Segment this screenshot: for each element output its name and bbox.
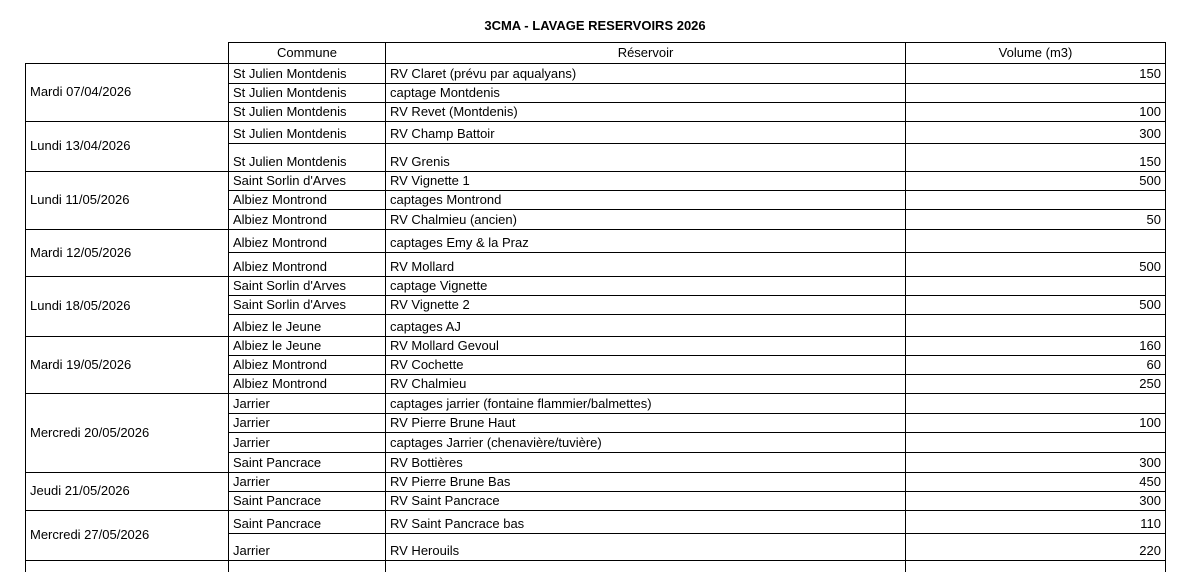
table-row <box>26 122 1166 144</box>
header-volume: Volume (m3) <box>906 43 1166 64</box>
header-blank-cell <box>26 43 229 64</box>
table-row <box>26 230 1166 253</box>
reservoir-cell[interactable]: RV Saint Pancrace bas <box>386 511 906 534</box>
volume-cell[interactable]: 500 <box>906 172 1166 191</box>
volume-cell[interactable]: 60 <box>906 356 1166 375</box>
commune-cell[interactable]: Jarrier <box>229 433 386 453</box>
table-row <box>26 277 1166 296</box>
reservoir-cell[interactable]: RV Vignette 2 <box>386 296 906 315</box>
header-row <box>26 43 1166 64</box>
commune-cell[interactable]: St Julien Montdenis <box>229 144 386 172</box>
reservoir-cell[interactable]: RV Vignette 1 <box>386 172 906 191</box>
commune-cell[interactable]: Jarrier <box>229 534 386 561</box>
commune-cell[interactable]: Albiez Montrond <box>229 356 386 375</box>
commune-cell[interactable]: Saint Sorlin d'Arves <box>229 277 386 296</box>
volume-cell[interactable]: 50 <box>906 210 1166 230</box>
commune-cell[interactable]: Saint Pancrace <box>229 453 386 473</box>
table-row <box>26 172 1166 191</box>
table-row <box>26 473 1166 492</box>
date-cell[interactable]: Mardi 19/05/2026 <box>26 337 229 394</box>
lavage-table <box>25 42 1166 572</box>
table-body <box>26 64 1166 572</box>
commune-cell[interactable]: Saint Pancrace <box>229 511 386 534</box>
volume-cell[interactable] <box>906 394 1166 414</box>
reservoir-cell[interactable]: RV Mollard Gevoul <box>386 337 906 356</box>
volume-cell[interactable] <box>906 433 1166 453</box>
volume-cell[interactable]: 250 <box>906 375 1166 394</box>
page-title: 3CMA - LAVAGE RESERVOIRS 2026 <box>484 18 706 33</box>
volume-cell[interactable] <box>906 191 1166 210</box>
volume-cell[interactable]: 300 <box>906 492 1166 511</box>
volume-cell[interactable] <box>906 230 1166 253</box>
commune-cell[interactable]: Albiez Montrond <box>229 253 386 277</box>
commune-cell[interactable]: St Julien Montdenis <box>229 64 386 84</box>
reservoir-cell[interactable]: captages Jarrier (chenavière/tuvière) <box>386 433 906 453</box>
header-commune: Commune <box>229 43 386 64</box>
commune-cell[interactable] <box>229 561 386 572</box>
reservoir-cell[interactable]: captages AJ <box>386 315 906 337</box>
volume-cell[interactable]: 300 <box>906 453 1166 473</box>
date-cell[interactable]: Lundi 13/04/2026 <box>26 122 229 172</box>
volume-cell[interactable]: 220 <box>906 534 1166 561</box>
table-row <box>26 561 1166 572</box>
volume-cell[interactable]: 150 <box>906 144 1166 172</box>
reservoir-cell[interactable] <box>386 561 906 572</box>
reservoir-cell[interactable]: RV Chalmieu <box>386 375 906 394</box>
reservoir-cell[interactable]: RV Claret (prévu par aqualyans) <box>386 64 906 84</box>
date-cell[interactable]: Mardi 07/04/2026 <box>26 64 229 122</box>
date-cell[interactable] <box>26 561 229 572</box>
volume-cell[interactable] <box>906 84 1166 103</box>
commune-cell[interactable]: Jarrier <box>229 473 386 492</box>
reservoir-cell[interactable]: captage Vignette <box>386 277 906 296</box>
date-cell[interactable]: Jeudi 21/05/2026 <box>26 473 229 511</box>
header-reservoir: Réservoir <box>386 43 906 64</box>
volume-cell[interactable]: 160 <box>906 337 1166 356</box>
volume-cell[interactable]: 100 <box>906 103 1166 122</box>
date-cell[interactable]: Mercredi 20/05/2026 <box>26 394 229 473</box>
commune-cell[interactable]: St Julien Montdenis <box>229 103 386 122</box>
date-cell[interactable]: Lundi 18/05/2026 <box>26 277 229 337</box>
commune-cell[interactable]: Saint Pancrace <box>229 492 386 511</box>
commune-cell[interactable]: Albiez Montrond <box>229 210 386 230</box>
volume-cell[interactable]: 500 <box>906 296 1166 315</box>
reservoir-cell[interactable]: captages jarrier (fontaine flammier/balmettes) <box>386 394 906 414</box>
reservoir-cell[interactable]: RV Cochette <box>386 356 906 375</box>
reservoir-cell[interactable]: RV Pierre Brune Bas <box>386 473 906 492</box>
commune-cell[interactable]: St Julien Montdenis <box>229 122 386 144</box>
table-row <box>26 394 1166 414</box>
commune-cell[interactable]: Albiez le Jeune <box>229 337 386 356</box>
commune-cell[interactable]: Albiez Montrond <box>229 375 386 394</box>
commune-cell[interactable]: Albiez Montrond <box>229 230 386 253</box>
reservoir-cell[interactable]: RV Bottières <box>386 453 906 473</box>
volume-cell[interactable]: 300 <box>906 122 1166 144</box>
date-cell[interactable]: Lundi 11/05/2026 <box>26 172 229 230</box>
reservoir-cell[interactable]: RV Chalmieu (ancien) <box>386 210 906 230</box>
commune-cell[interactable]: Jarrier <box>229 394 386 414</box>
volume-cell[interactable] <box>906 315 1166 337</box>
commune-cell[interactable]: Albiez le Jeune <box>229 315 386 337</box>
reservoir-cell[interactable]: captage Montdenis <box>386 84 906 103</box>
commune-cell[interactable]: Albiez Montrond <box>229 191 386 210</box>
table-row <box>26 64 1166 84</box>
reservoir-cell[interactable]: RV Pierre Brune Haut <box>386 414 906 433</box>
commune-cell[interactable]: Jarrier <box>229 414 386 433</box>
reservoir-cell[interactable]: RV Champ Battoir <box>386 122 906 144</box>
commune-cell[interactable]: Saint Sorlin d'Arves <box>229 296 386 315</box>
reservoir-cell[interactable]: RV Revet (Montdenis) <box>386 103 906 122</box>
volume-cell[interactable]: 110 <box>906 511 1166 534</box>
reservoir-cell[interactable]: RV Mollard <box>386 253 906 277</box>
reservoir-cell[interactable]: captages Emy & la Praz <box>386 230 906 253</box>
reservoir-cell[interactable]: captages Montrond <box>386 191 906 210</box>
volume-cell[interactable] <box>906 277 1166 296</box>
commune-cell[interactable]: St Julien Montdenis <box>229 84 386 103</box>
reservoir-cell[interactable]: RV Grenis <box>386 144 906 172</box>
commune-cell[interactable]: Saint Sorlin d'Arves <box>229 172 386 191</box>
table-row <box>26 337 1166 356</box>
date-cell[interactable]: Mercredi 27/05/2026 <box>26 511 229 561</box>
volume-cell[interactable]: 450 <box>906 473 1166 492</box>
volume-cell[interactable]: 150 <box>906 64 1166 84</box>
reservoir-cell[interactable]: RV Herouils <box>386 534 906 561</box>
table-row <box>26 511 1166 534</box>
date-cell[interactable]: Mardi 12/05/2026 <box>26 230 229 277</box>
reservoir-cell[interactable]: RV Saint Pancrace <box>386 492 906 511</box>
volume-cell[interactable] <box>906 561 1166 572</box>
volume-cell[interactable]: 500 <box>906 253 1166 277</box>
volume-cell[interactable]: 100 <box>906 414 1166 433</box>
